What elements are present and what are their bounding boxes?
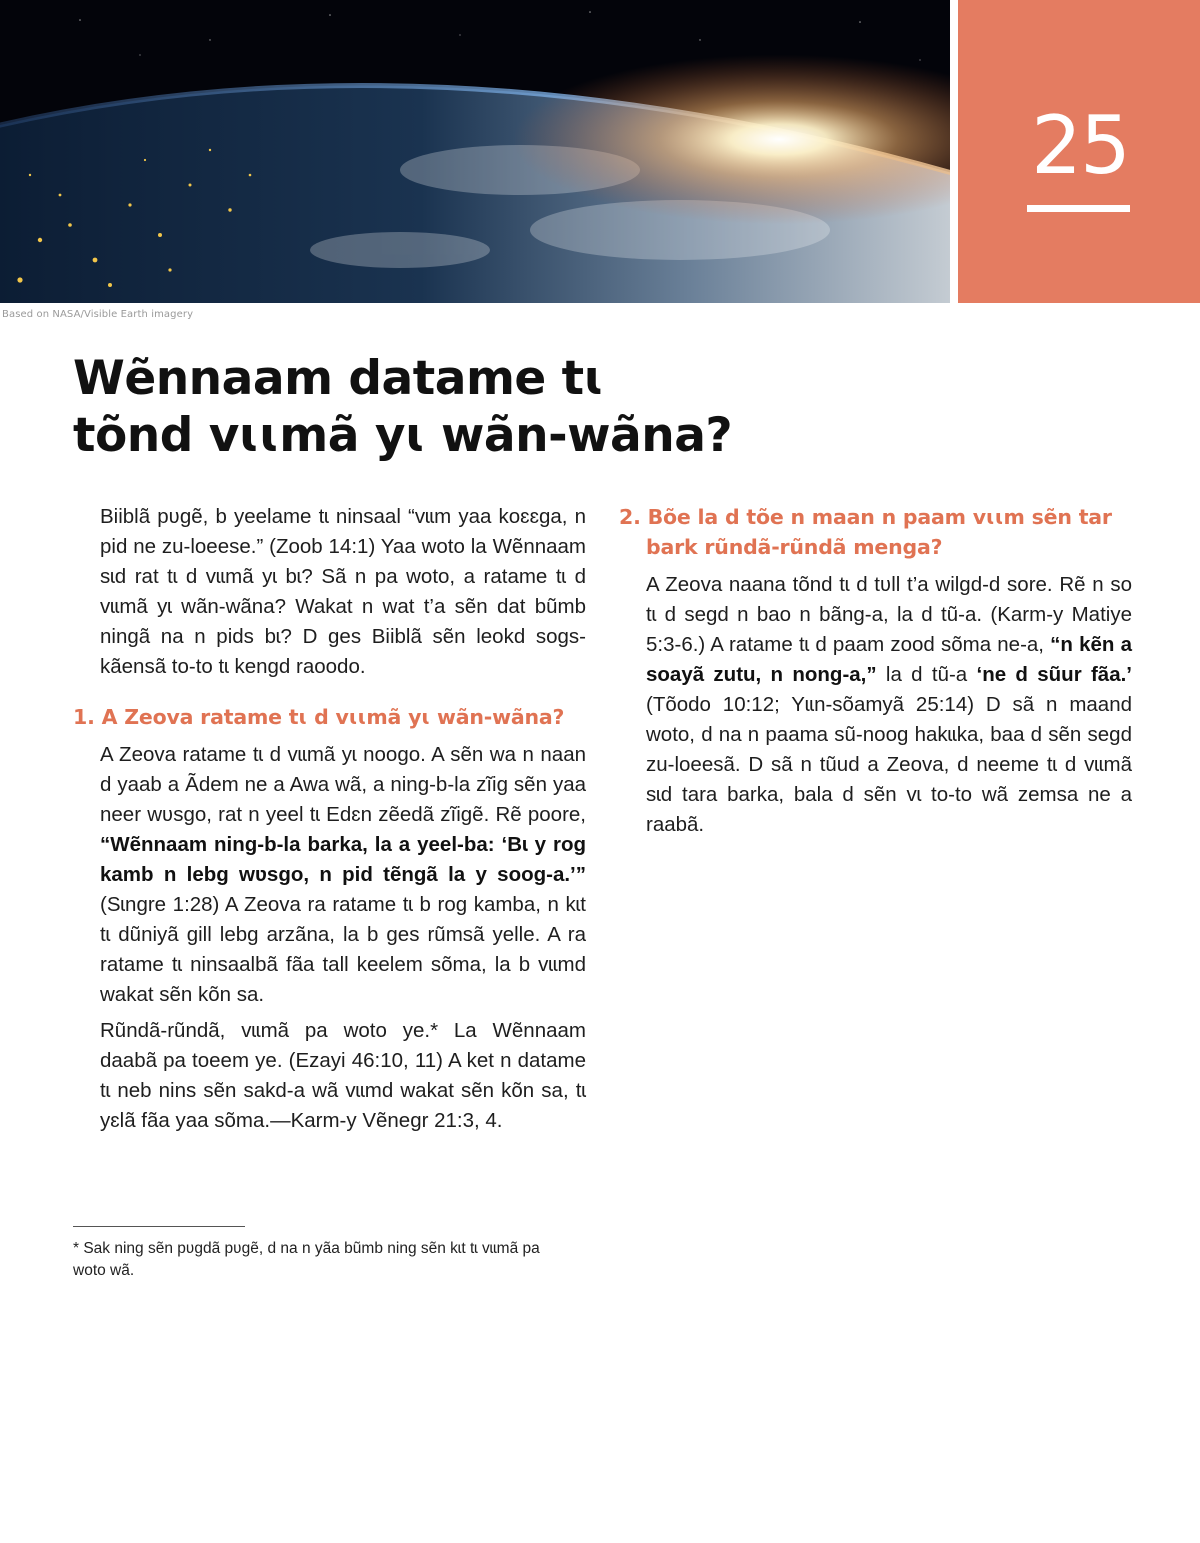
genesis-quote: “Wẽnnaam ning-b-la barka, la a yeel-ba: ‘Bɩ y rog kamb n lebg wʋsgo, n pid tẽngã la y soog-a.’” (100, 833, 586, 886)
hero-image (0, 0, 950, 303)
footnote: * Sak ning sẽn pʋgdã pʋgẽ, d na n yãa bũmb ning sẽn kɩt tɩ vɩɩmã pa woto wã. (73, 1240, 540, 1279)
page-title (73, 350, 873, 464)
question-2-text: Bõe la d tõe n maan n paam vɩɩm sẽn tar bark rũndã-rũndã menga? (646, 505, 1112, 559)
bold-phrase-2: ‘ne d sũur fãa.’ (976, 663, 1132, 686)
section-2-text-b: la d tũ-a (876, 663, 977, 686)
right-column (619, 502, 1132, 846)
question-2-number: 2. (619, 505, 641, 529)
page-title-line-1: Wẽnnaam datame tɩ (73, 351, 604, 406)
section-2-text-c: (Tõodo 10:12; Yɩɩn-sõamyã 25:14) D sã n maand woto, d na n paama sũ-noog hakɩɩka, baa d sẽn segd zu-loeesã. D sã n tũud a Zeova, d neeme tɩ d vɩɩmã sɩd tara barka, bala d sẽn vɩ to-to wã zemsa ne a raabã. (646, 693, 1132, 836)
lesson-number: 25 (1031, 99, 1129, 192)
section-1-paragraph-2: Rũndã-rũndã, vɩɩmã pa woto ye.* La Wẽnnaam daabã pa toeem ye. (Ezayi 46:10, 11) A ket n datame tɩ neb nins sẽn sakd-a wã vɩɩmd wakat sẽn kõn sa, tɩ yɛlã fãa yaa sõma.—Karm-y Vẽnegr 21:3, 4. (100, 1019, 586, 1132)
intro-paragraph: Biiblã pʋgẽ, b yeelame tɩ ninsaal “vɩɩm yaa koɛɛga, n pid ne zu-loeese.” (Zoob 14:1) Yaa woto la Wẽnnaam sɩd rat tɩ d vɩɩmã yɩ bɩ? Sã n pa woto, a ratame tɩ d vɩɩmã yɩ wãn-wãna? Wakat n wat t’a sẽn dat bũmb ningã na n pids bɩ? D ges Biiblã sẽn leokd sogs-kãensã to-to tɩ kengd raoodo. (100, 505, 586, 678)
question-1-number: 1. (73, 705, 95, 729)
earth-image (0, 0, 950, 303)
question-1-text: A Zeova ratame tɩ d vɩɩmã yɩ wãn-wãna? (101, 705, 565, 729)
footnote-divider (73, 1226, 245, 1227)
lesson-number-underline (1027, 205, 1130, 212)
bold-phrase-1: “n kẽn a soayã zutu, n nong-a,” (646, 633, 1132, 686)
image-credit: Based on NASA/Visible Earth imagery (2, 309, 194, 320)
question-1-heading (73, 702, 586, 732)
page-title-line-2: tõnd vɩɩmã yɩ wãn-wãna? (73, 408, 733, 463)
section-1-text-a: A Zeova ratame tɩ d vɩɩmã yɩ noogo. A sẽn wa n naan d yaab a Ãdem ne a Awa wã, a ning-b-la zĩig sẽn yaa neer wʋsgo, rat n yeel tɩ Edɛn zẽedã zĩigẽ. Rẽ poore, (100, 743, 586, 826)
left-column (73, 502, 586, 1142)
section-1-text-b: (Sɩngre 1:28) A Zeova ra ratame tɩ b rog kamba, n kɩt tɩ dũniyã gill lebg arzãna, la b ges rũmsã yelle. A ra ratame tɩ ninsaalbã fãa tall keelem sõma, la b vɩɩmd wakat sẽn kõn sa. (100, 893, 586, 1006)
section-1-paragraph-1 (100, 740, 586, 1010)
question-2-heading (619, 502, 1132, 562)
section-2-text-a: A Zeova naana tõnd tɩ d tʋll t’a wilgd-d sore. Rẽ n so tɩ d segd n bao n bãng-a, la d tũ-a. (Karm-y Matiye 5:3-6.) A ratame tɩ d paam zood sõma ne-a, (646, 573, 1132, 656)
section-2-paragraph-1 (646, 570, 1132, 840)
